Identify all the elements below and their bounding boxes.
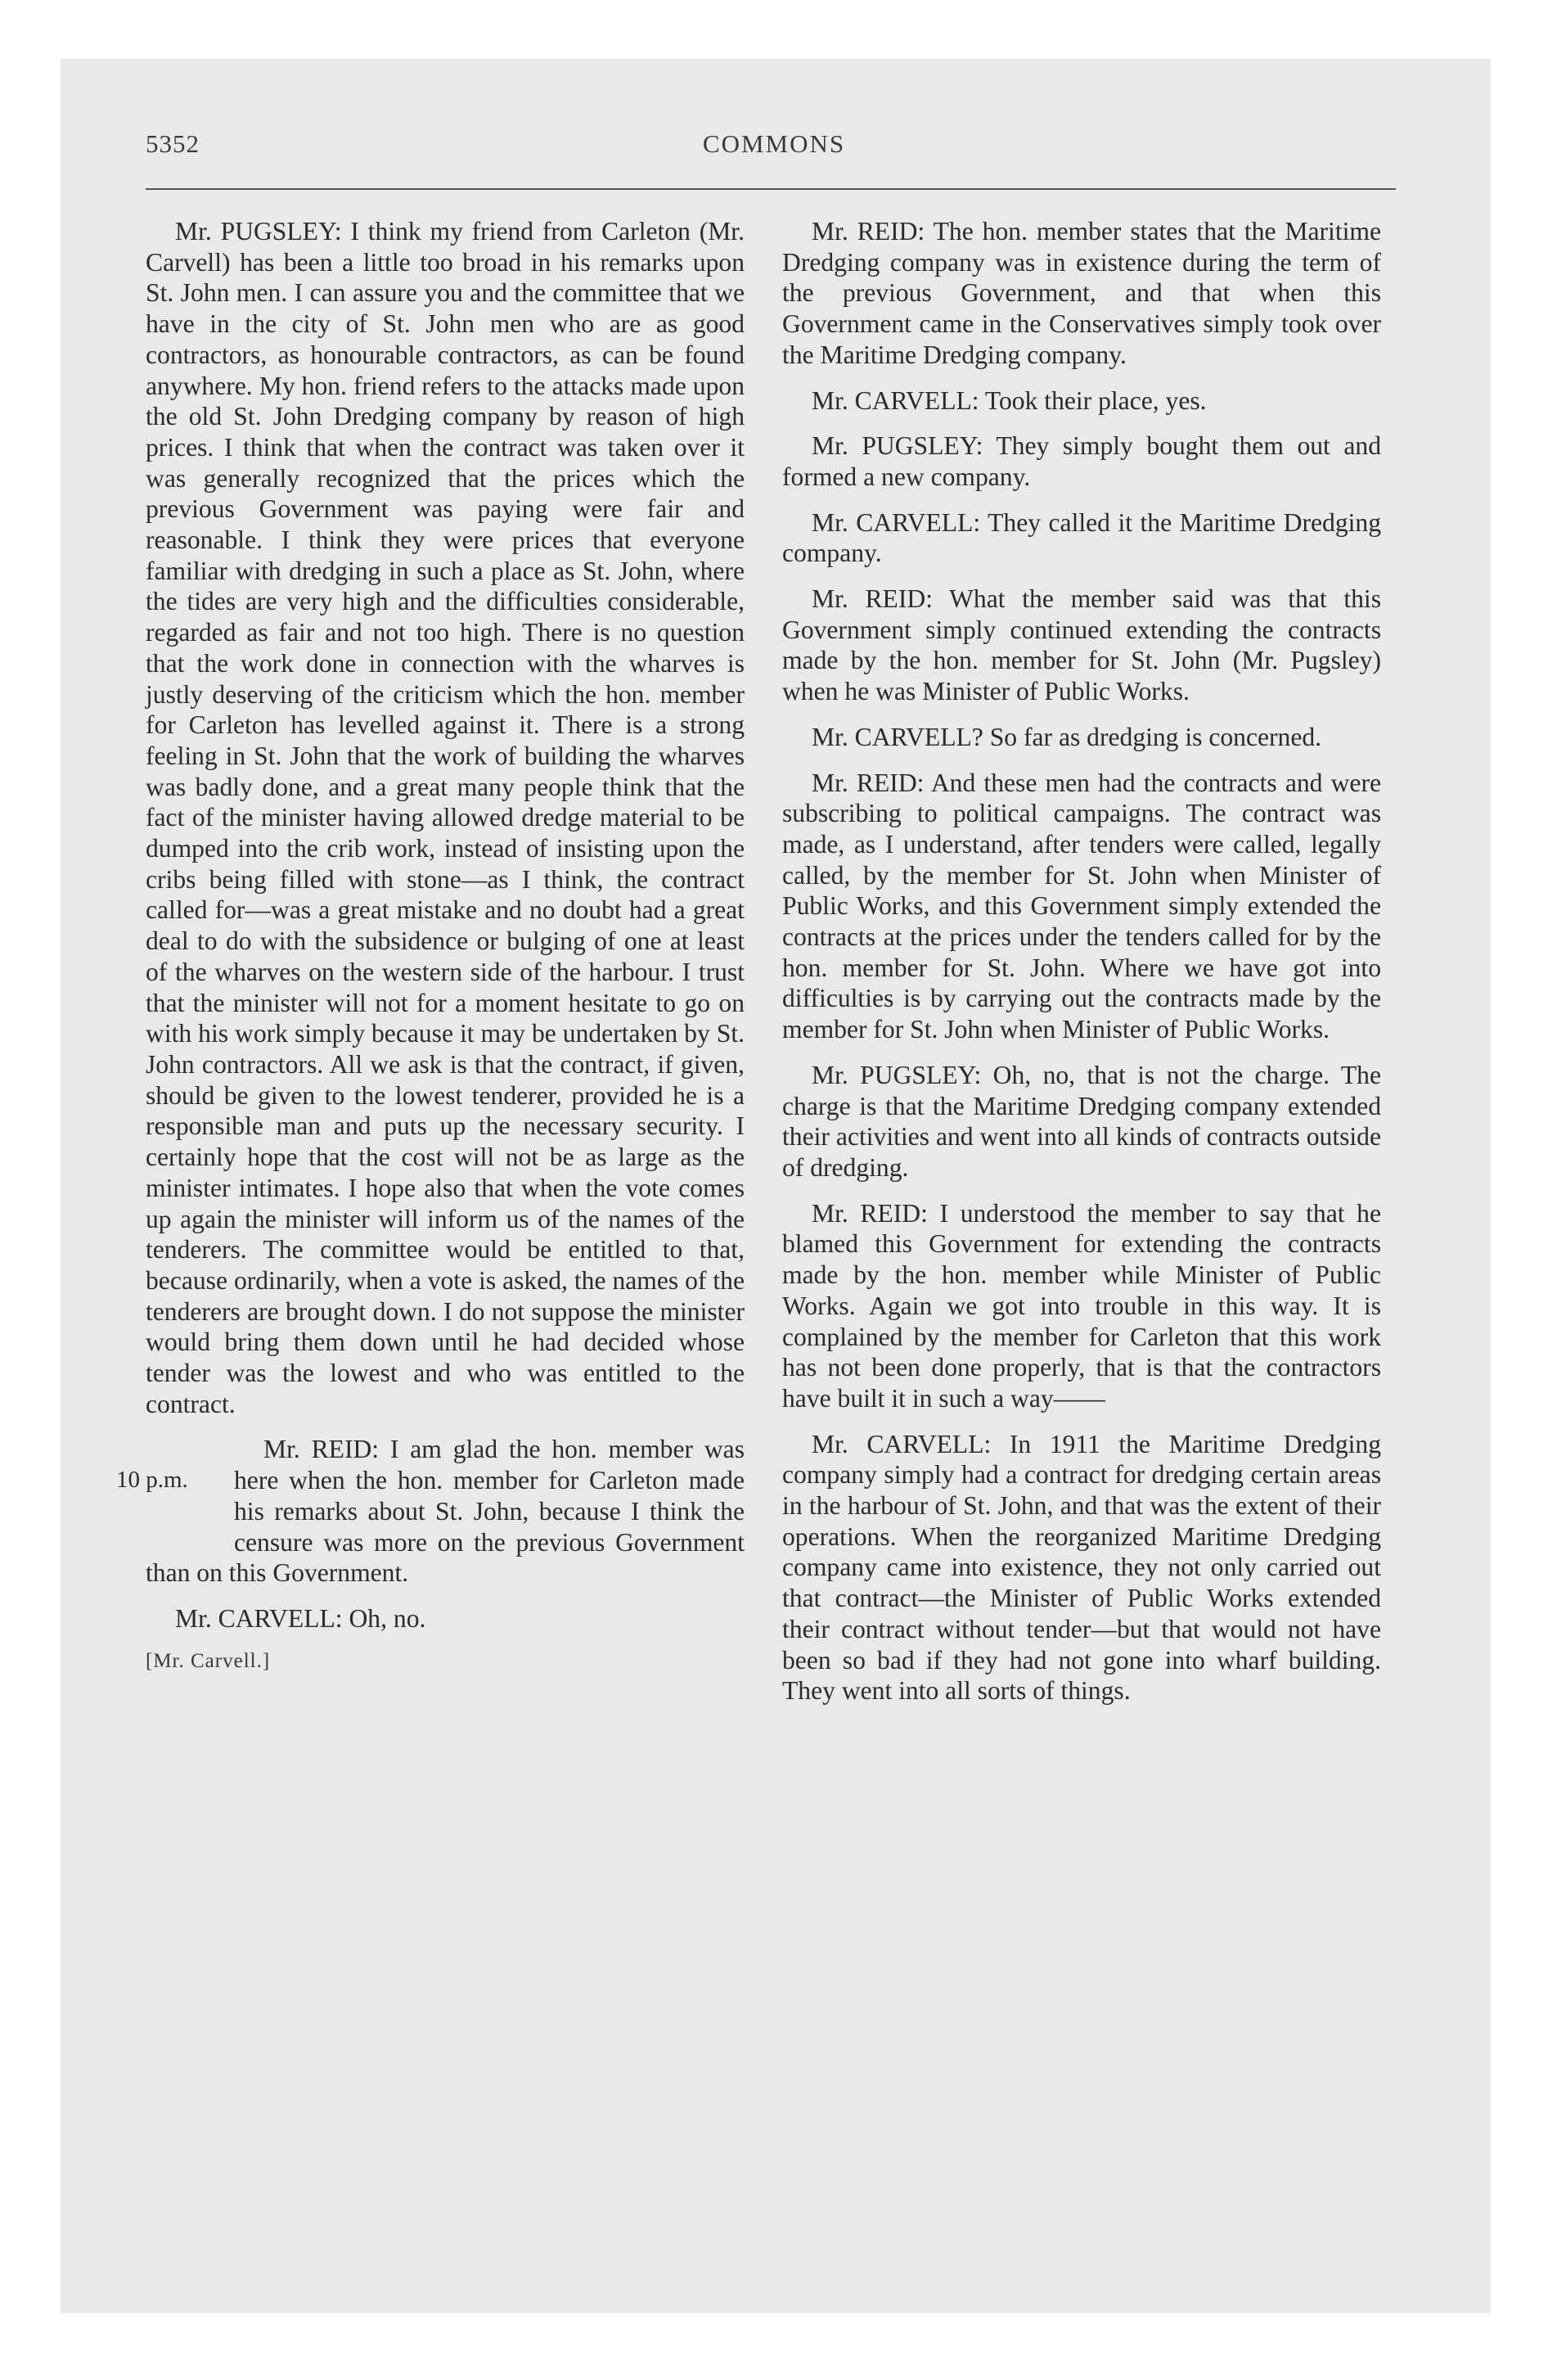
speech-reid-5: Mr. REID: I understood the member to say that he blamed this Government for extending the contracts made by the hon. member while Minister of Public Works. Again we got into trouble in this way. It is complained by the member for Carleton that this work has not been done properly, that is that the contractors have built it in such a way——	[782, 1198, 1381, 1413]
speech-pugsley-2: Mr. PUGSLEY: They simply bought them out and formed a new company.	[782, 431, 1381, 491]
header-rule	[146, 188, 1396, 190]
right-column	[782, 216, 1381, 1721]
speech-carvell-1: Mr. CARVELL: Oh, no.	[175, 1603, 426, 1633]
speech-carvell-2: Mr. CARVELL: Took their place, yes.	[812, 385, 1207, 415]
speech-reid-3: Mr. REID: What the member said was that this Government simply continued extending the contracts made by the hon. member for St. John (Mr. Pugsley) when he was Minister of Public Works.	[782, 584, 1381, 706]
page-number: 5352	[146, 129, 200, 158]
speaker-footer-note: [Mr. Carvell.]	[146, 1649, 271, 1672]
speech-reid-1	[116, 1434, 745, 1589]
speech-pugsley-3: Mr. PUGSLEY: Oh, no, that is not the charge. The charge is that the Maritime Dredging company extended their activities and went into all kinds of contracts outside of dredging.	[782, 1060, 1381, 1182]
speech-carvell-5: Mr. CARVELL: In 1911 the Maritime Dredging company simply had a contract for dredging certain areas in the harbour of St. John, and that was the extent of their operations. When the reorganized Maritime Dredging company came into existence, they not only carried out that contract—the Minister of Public Works extended their contract without tender—but that would not have been so bad if they had not gone into wharf building. They went into all sorts of things.	[782, 1429, 1381, 1706]
speech-reid-2: Mr. REID: The hon. member states that the Maritime Dredging company was in existence during the term of the previous Government, and that when this Government came in the Conservatives simply took over the Maritime Dredging company.	[782, 217, 1381, 369]
speech-pugsley-1: Mr. PUGSLEY: I think my friend from Carleton (Mr. Carvell) has been a little too broad in his remarks upon St. John men. I can assure you and the committee that we have in the city of St. John men who are as good contractors, as honourable contractors, as can be found anywhere. My hon. friend refers to the attacks made upon the old St. John Dredging company by reason of high prices. I think that when the contract was taken over it was generally recognized that the prices which the previous Government was paying were fair and reasonable. I think they were prices that everyone familiar with dredging in such a place as St. John, where the tides are very high and the difficulties considerable, regarded as fair and not too high. There is no question that the work done in connection with the wharves is justly deserving of the criticism which the hon. member for Carleton has levelled against it. There is a strong feeling in St. John that the work of building the wharves was badly done, and a great many people think that the fact of the minister having allowed dredge material to be dumped into the crib work, instead of insisting upon the cribs being filled with stone—as I think, the contract called for—was a great mistake and no doubt had a great deal to do with the subsidence or bulging of one at least of the wharves on the western side of the harbour. I trust that the minister will not for a moment hesitate to go on with his work simply because it may be undertaken by St. John contractors. All we ask is that the contract, if given, should be given to the lowest tenderer, provided he is a responsible man and puts up the necessary security. I certainly hope that the cost will not be as large as the minister intimates. I hope also that when the vote comes up again the minister will inform us of the names of the tenderers. The committee would be entitled to that, because ordinarily, when a vote is asked, the names of the tenderers are brought down. I do not suppose the minister would bring them down until he had decided whose tender was the lowest and who was entitled to the contract.	[146, 217, 745, 1418]
speech-reid-4: Mr. REID: And these men had the contracts and were subscribing to political campaigns. The contract was made, as I understand, after tenders were called, legally called, by the member for St. John when Minister of Public Works, and this Government simply extended the contracts at the prices under the tenders called for by the hon. member for St. John. Where we have got into difficulties is by carrying out the contracts made by the member for St. John when Minister of Public Works.	[782, 768, 1381, 1044]
speech-reid-1-text: Mr. REID: I am glad the hon. member was here when the hon. member for Carleton made his remarks about St. John, because I think the censure was more on the previous Government than on this Government.	[146, 1435, 745, 1588]
speech-carvell-4: Mr. CARVELL? So far as dredging is concerned.	[812, 722, 1322, 751]
speech-carvell-3: Mr. CARVELL: They called it the Maritime Dredging company.	[782, 507, 1381, 568]
time-note: 10 p.m.	[116, 1467, 188, 1494]
running-head: COMMONS	[702, 129, 846, 158]
left-column	[116, 216, 745, 1674]
